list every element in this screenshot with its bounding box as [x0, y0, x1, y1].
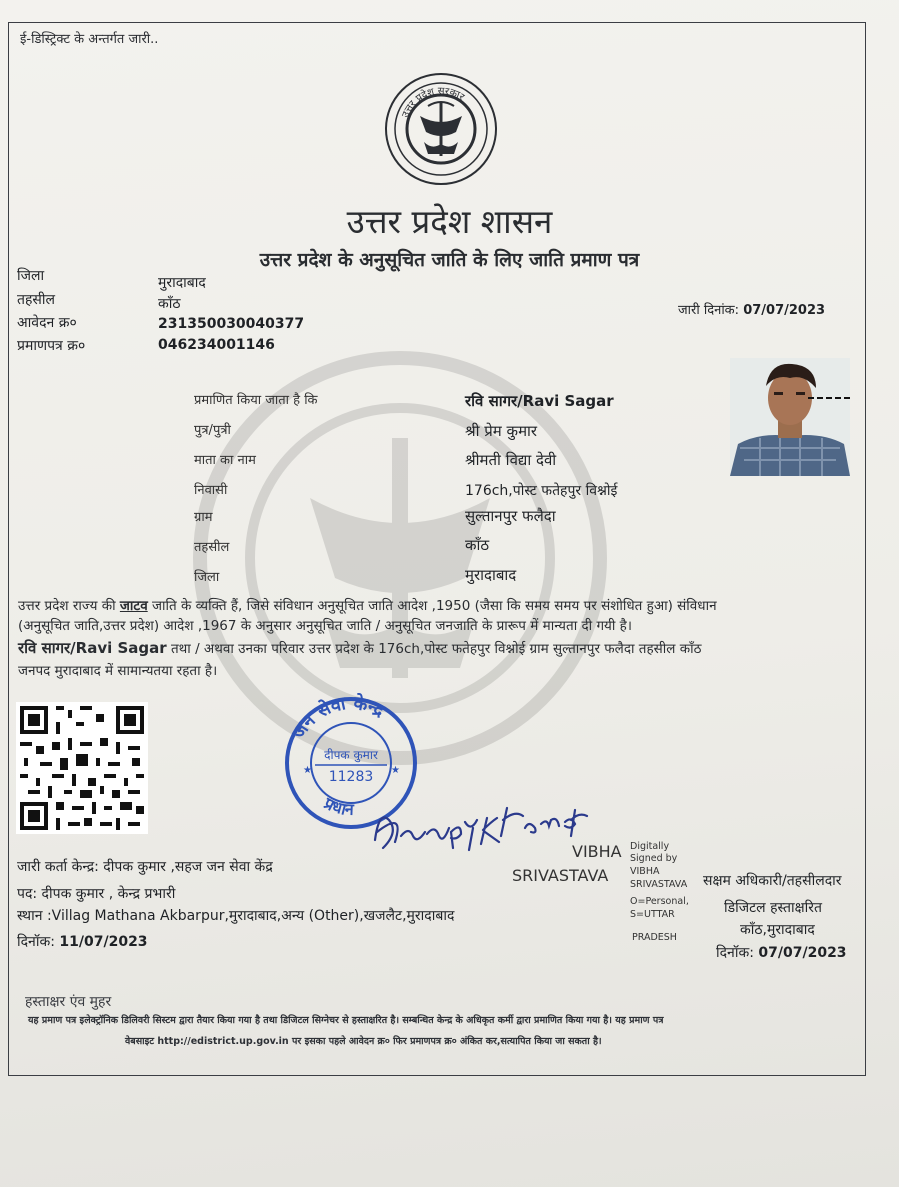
detail-value-mother: श्रीमती विद्या देवी	[465, 451, 557, 469]
stamp-star-icon: ★	[391, 765, 400, 776]
issuer-date	[17, 932, 148, 951]
authority-title: सक्षम अधिकारी/तहसीलदार	[703, 873, 842, 889]
authority-date	[716, 943, 847, 962]
detail-value-father: श्री प्रेम कुमार	[465, 422, 538, 440]
issue-date-label: जारी दिनांक:	[678, 303, 740, 318]
applicant-photo	[730, 358, 850, 476]
meta-value-certificate-no: 046234001146	[158, 337, 275, 353]
ds-line-5: O=Personal,	[630, 896, 689, 907]
stamp-top-text: जन सेवा केन्द्र	[288, 693, 388, 743]
detail-label-district: जिला	[194, 570, 220, 585]
authority-date-value: 07/07/2023	[758, 945, 847, 961]
meta-value-tehsil: कॉंठ	[158, 296, 181, 312]
handwritten-signature	[365, 770, 590, 860]
svg-text:प्रधान	[320, 793, 355, 819]
meta-value-district: मुरादाबाद	[158, 275, 206, 291]
statement-line-3	[18, 638, 701, 658]
authority-place: कॉंठ,मुरादाबाद	[740, 922, 815, 938]
qr-code-icon	[16, 702, 148, 834]
issue-date	[678, 300, 825, 318]
issuer-place: स्थान :Villag Mathana Akbarpur,मुरादाबाद,अन्य (Other),खजलैट,मुरादाबाद	[17, 908, 455, 924]
meta-label-certificate-no: प्रमाणपत्र क्र०	[17, 338, 86, 354]
ds-line-4: SRIVASTAVA	[630, 879, 688, 890]
detail-label-son-of: पुत्र/पुत्री	[194, 423, 231, 438]
page-title: उत्तर प्रदेश शासन	[346, 202, 553, 241]
stamp-center-name: दीपक कुमार	[324, 748, 378, 762]
sign-and-seal: हस्ताक्षर एंव मुहर	[25, 994, 112, 1010]
detail-label-resident: निवासी	[194, 483, 228, 498]
stamp-star-icon: ★	[303, 765, 312, 776]
ds-line-6: S=UTTAR	[630, 909, 675, 920]
svg-text:जन सेवा केन्द्र	[288, 693, 389, 743]
issuer-date-label: दिनॉक:	[17, 934, 55, 950]
detail-value-tehsil: कॉंठ	[465, 536, 490, 554]
edistrict-note: ई-डिस्ट्रिक्ट के अन्तर्गत जारी..	[20, 32, 159, 47]
statement-prefix: उत्तर प्रदेश राज्य की	[18, 598, 116, 614]
detail-label-tehsil: तहसील	[194, 540, 230, 555]
detail-value-resident: 176ch,पोस्ट फतेहपुर विश्नोई	[465, 483, 618, 499]
statement-line-1	[18, 596, 717, 614]
detail-value-name: रवि सागर/Ravi Sagar	[465, 392, 614, 410]
meta-label-application-no: आवेदन क्र०	[17, 315, 77, 331]
detail-label-mother: माता का नाम	[194, 453, 256, 468]
stamp-center-number: 11283	[328, 769, 374, 785]
issuing-center: जारी कर्ता केन्द्र: दीपक कुमार ,सहज जन सेवा केंद्र	[17, 859, 273, 875]
caste-name: जाटव	[119, 598, 148, 614]
ds-line-7: PRADESH	[632, 932, 677, 943]
disclaimer-line-1: यह प्रमाण पत्र इलेक्ट्रॉनिक डिलिवरी सिस्टम द्वारा तैयार किया गया है तथा डिजिटल सिग्नेचर से हस्ताक्षरित है। सम्बन्धित केन्द्र के अधिकृत कर्मी द्वारा प्रमाणित किया गया है। यह प्रमाण पत्र	[28, 1015, 664, 1026]
detail-label-village: ग्राम	[194, 510, 213, 525]
digital-signer-first-name: VIBHA	[572, 842, 622, 861]
statement-line-4: जनपद मुरादाबाद में सामान्यतया रहता है।	[18, 663, 218, 679]
ds-line-1: Digitally	[630, 841, 670, 852]
detail-value-district: मुरादाबाद	[465, 566, 517, 584]
statement-address: तथा / अथवा उनका परिवार उत्तर प्रदेश के 176ch,पोस्ट फतेहपुर विश्नोई ग्राम सुल्तानपुर फलैदा तहसील कॉंठ	[170, 641, 702, 657]
digital-signer-last-name: SRIVASTAVA	[512, 866, 609, 885]
authority-signed: डिजिटल हस्ताक्षरित	[724, 900, 822, 916]
ds-line-2: Signed by	[630, 853, 678, 864]
page-subtitle: उत्तर प्रदेश के अनुसूचित जाति के लिए जाति प्रमाण पत्र	[259, 249, 640, 271]
emblem-text: उत्तर प्रदेश सरकार	[400, 85, 466, 120]
meta-label-tehsil: तहसील	[17, 292, 55, 308]
issuer-date-value: 11/07/2023	[59, 934, 148, 950]
issuer-post: पद: दीपक कुमार , केन्द्र प्रभारी	[17, 886, 176, 902]
issue-date-value: 07/07/2023	[743, 303, 826, 318]
detail-value-village: सुल्तानपुर फलैदा	[465, 507, 556, 525]
statement-name: रवि सागर/Ravi Sagar	[18, 639, 167, 657]
detail-label-certified: प्रमाणित किया जाता है कि	[194, 393, 318, 408]
up-government-emblem-icon	[384, 72, 498, 186]
stamp-bottom-text: प्रधान	[321, 793, 355, 819]
statement-line-2: (अनुसूचित जाति,उत्तर प्रदेश) आदेश ,1967 के अनुसार अनुसूचित जाति / अनुसूचित जनजाति के प्रारूप में मान्यता दी गयी है।	[18, 618, 632, 634]
meta-value-application-no: 231350030040377	[158, 316, 305, 332]
statement-suffix: जाति के व्यक्ति हैं, जिसे संविधान अनुसूचित जाति आदेश ,1950 (जैसा कि समय समय पर संशोधित हुआ) संविधान	[152, 598, 717, 614]
ds-line-3: VIBHA	[630, 866, 660, 877]
authority-date-label: दिनॉक:	[716, 945, 754, 961]
meta-label-district: जिला	[17, 268, 45, 284]
disclaimer-line-2: वेबसाइट http://edistrict.up.gov.in पर इसका पहले आवेदन क्र० फिर प्रमाणपत्र क्र० अंकित कर,सत्यापित किया जा सकता है।	[125, 1036, 602, 1047]
